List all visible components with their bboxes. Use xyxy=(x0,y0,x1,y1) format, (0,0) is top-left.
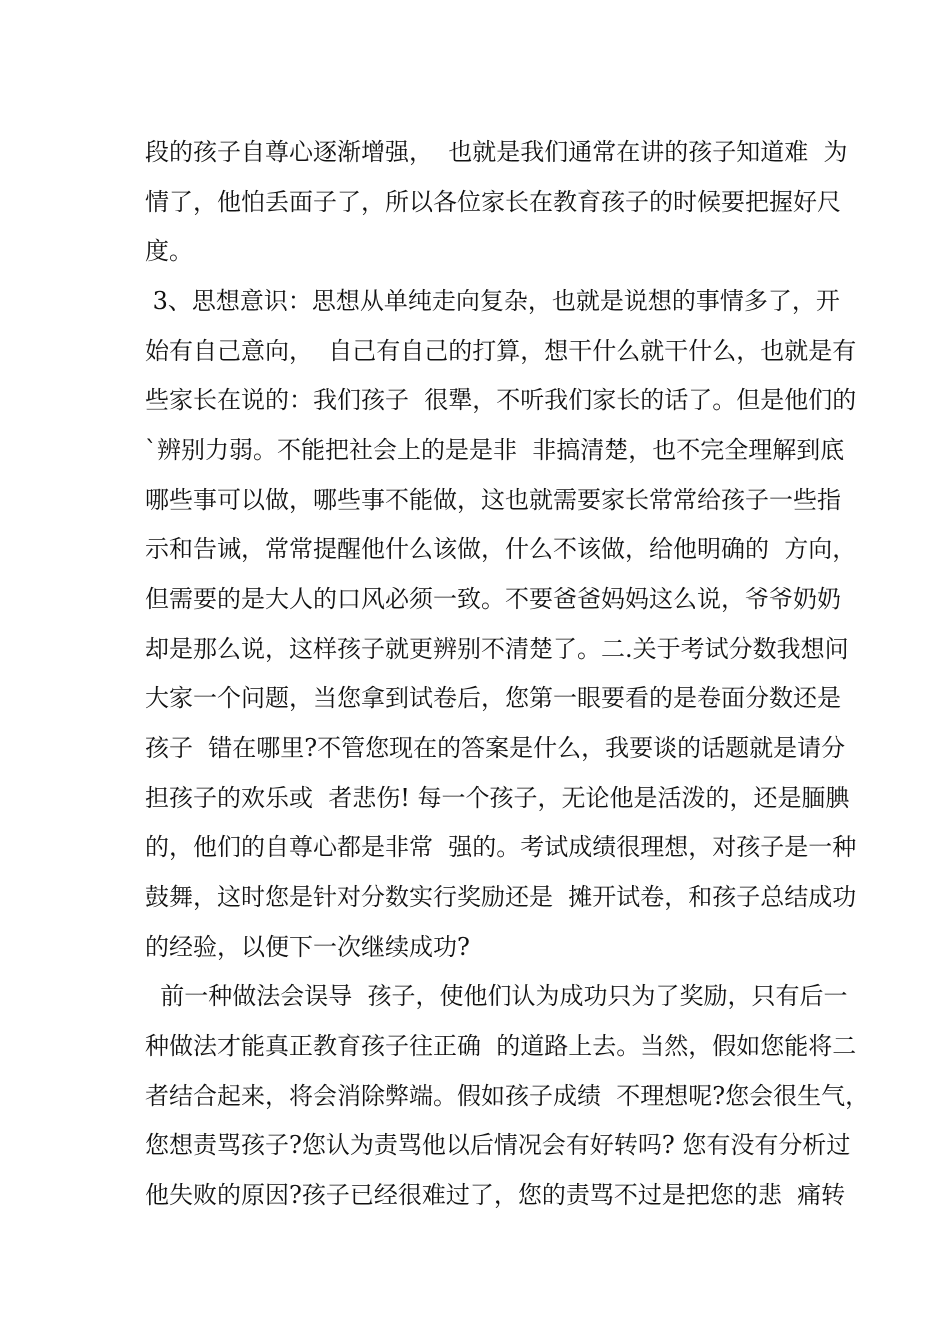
text-line: 情了，他怕丢面子了，所以各位家长在教育孩子的时候要把握好尺 xyxy=(145,188,841,216)
text-line: 孩子 错在哪里?不管您现在的答案是什么，我要谈的话题就是请分 xyxy=(145,734,846,762)
text-line: 他失败的原因?孩子已经很难过了，您的责骂不过是把您的悲 痛转 xyxy=(145,1181,846,1209)
text-line: 种做法才能真正教育孩子往正确 的道路上去。当然，假如您能将二 xyxy=(145,1032,857,1060)
text-line: 大家一个问题，当您拿到试卷后，您第一眼要看的是卷面分数还是 xyxy=(145,684,841,712)
text-line: 却是那么说，这样孩子就更辨别不清楚了。二.关于考试分数我想问 xyxy=(145,635,849,663)
text-line: 3、思想意识：思想从单纯走向复杂，也就是说想的事情多了，开 xyxy=(145,287,840,315)
text-line: 示和告诫，常常提醒他什么该做，什么不该做，给他明确的 方向， xyxy=(145,535,857,563)
text-line: 哪些事可以做，哪些事不能做，这也就需要家长常常给孩子一些指 xyxy=(145,486,841,514)
text-line: 您想责骂孩子?您认为责骂他以后情况会有好转吗? 您有没有分析过 xyxy=(145,1131,851,1159)
text-line: 度。 xyxy=(145,237,193,265)
text-line: 些家长在说的：我们孩子 很犟，不听我们家长的话了。但是他们的 xyxy=(145,386,857,414)
text-line: 的经验，以便下一次继续成功? xyxy=(145,933,470,961)
text-line: 始有自己意向， 自己有自己的打算，想干什么就干什么，也就是有 xyxy=(145,337,857,365)
text-line: 者结合起来，将会消除弊端。假如孩子成绩 不理想呢?您会很生气， xyxy=(145,1082,870,1110)
text-line: 鼓舞，这时您是针对分数实行奖励还是 摊开试卷，和孩子总结成功 xyxy=(145,883,857,911)
text-line: 段的孩子自尊心逐渐增强， 也就是我们通常在讲的孩子知道难 为 xyxy=(145,138,848,166)
text-line: 担孩子的欢乐或 者悲伤! 每一个孩子，无论他是活泼的，还是腼腆 xyxy=(145,784,850,812)
text-line: 前一种做法会误导 孩子，使他们认为成功只为了奖励，只有后一 xyxy=(145,982,848,1010)
text-line: 的，他们的自尊心都是非常 强的。考试成绩很理想，对孩子是一种 xyxy=(145,833,857,861)
text-line: 但需要的是大人的口风必须一致。不要爸爸妈妈这么说，爷爷奶奶 xyxy=(145,585,841,613)
text-line: `辨别力弱。不能把社会上的是是非 非搞清楚，也不完全理解到底 xyxy=(145,436,845,464)
